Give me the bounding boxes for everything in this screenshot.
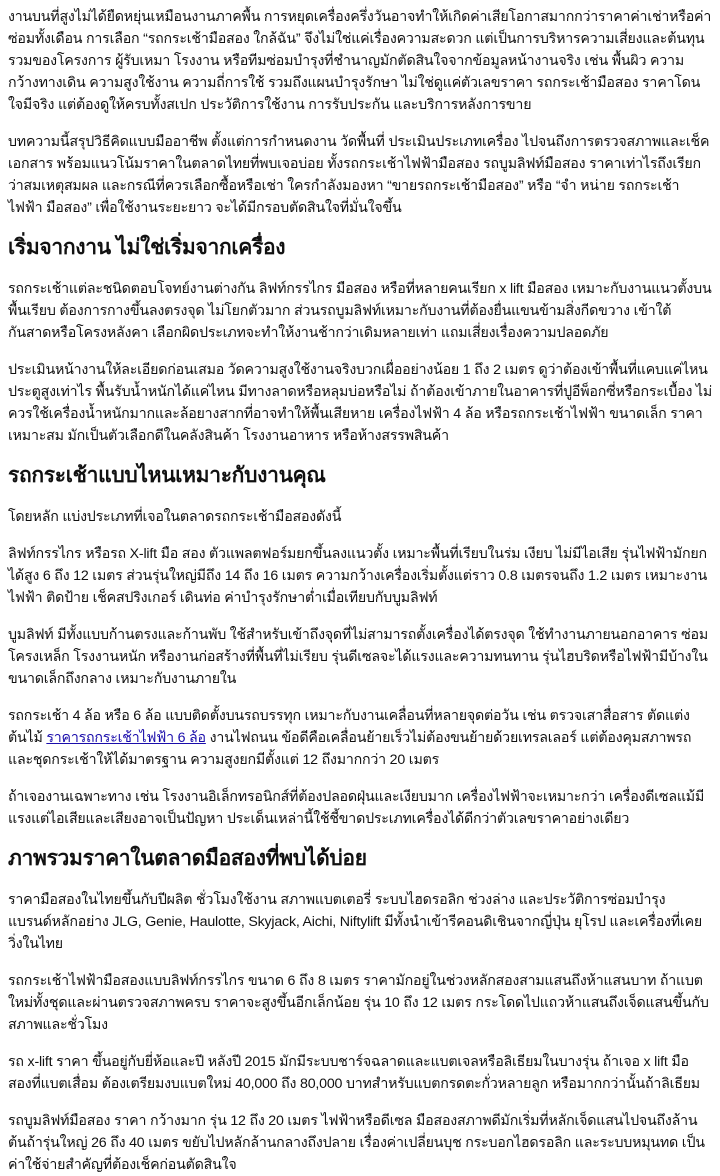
section1-paragraph-2: ประเมินหน้างานให้ละเอียดก่อนเสมอ วัดความสูงใช้งานจริงบวกเผื่ออย่างน้อย 1 ถึง 2 เมตร ดูว่าต้องเข้าพื้นที่แคบแค่ไหน ประตูสูงเท่าไร พื้นรับน้ำหนักได้แค่ไหน มีทางลาดหรือหลุมบ่อหรือไม่ ถ้าต้องเข้าภายในอาคารที่ปูอีพ็อกซี่หรือกระเบื้อง ไม่ควรใช้เครื่องน้ำหนักมากและล้อยางสากที่อาจทำให้พื้นเสียหาย เครื่องไฟฟ้า 4 ล้อ หรือรถกระเช้าไฟฟ้า ขนาดเล็ก ราคาเหมาะสม มักเป็นตัวเลือกดีในคลังสินค้า โรงงานอาหาร หรือห้างสรรพสินค้า xyxy=(8,362,713,444)
section1-paragraph-1: รถกระเช้าแต่ละชนิดตอบโจทย์งานต่างกัน ลิฟท์กรรไกร มือสอง หรือที่หลายคนเรียก x lift มือสอง เหมาะกับงานแนวตั้งบนพื้นเรียบ ต้องการกางขึ้นลงตรงจุด ไม่โยกตัวมาก ส่วนรถบูมลิฟท์เหมาะกับงานที่ต้องยื่นแขนข้ามสิ่งกีดขวาง เข้าใต้กันสาดหรือโครงหลังคา เลือกผิดประเภทจะทำให้งานช้ากว่าเดิมหลายเท่า แถมเสี่ยงเรื่องความปลอดภัย xyxy=(8,281,712,341)
section2-paragraph-5: ถ้าเจองานเฉพาะทาง เช่น โรงงานอิเล็กทรอนิกส์ที่ต้องปลอดฝุ่นและเงียบมาก เครื่องไฟฟ้าจะเหมาะกว่า เครื่องดีเซลแม้มีแรงแต่ไอเสียและเสียงอาจเป็นปัญหา ประเด็นเหล่านี้ใช้ชี้ขาดประเภทเครื่องได้ดีกว่าตัวเลขราคาอย่างเดียว xyxy=(8,789,705,827)
section2-paragraph-2: ลิฟท์กรรไกร หรือรถ X-lift มือ สอง ตัวแพลตฟอร์มยกขึ้นลงแนวตั้ง เหมาะพื้นที่เรียบในร่ม เงียบ ไม่มีไอเสีย รุ่นไฟฟ้ามักยกได้สูง 6 ถึง 12 เมตร ส่วนรุ่นใหญ่มีถึง 14 ถึง 16 เมตร ความกว้างเครื่องเริ่มตั้งแต่ราว 0.8 เมตรจนถึง 1.2 เมตร เหมาะงานไฟฟ้า ติดป้าย เช็คสปริงเกอร์ เดินท่อ ค่าบำรุงรักษาต่ำเมื่อเทียบกับบูมลิฟท์ xyxy=(8,546,707,606)
section-heading-start-from-job: เริ่มจากงาน ไม่ใช่เริ่มจากเครื่อง xyxy=(8,236,286,259)
section-heading-lift-types: รถกระเช้าแบบไหนเหมาะกับงานคุณ xyxy=(8,464,326,487)
price-6-wheel-link[interactable]: ราคารถกระเช้าไฟฟ้า 6 ล้อ xyxy=(46,730,206,746)
intro-paragraph-2: บทความนี้สรุปวิธีคิดแบบมืออาชีพ ตั้งแต่การกำหนดงาน วัดพื้นที่ ประเมินประเภทเครื่อง ไปจนถึงการตรวจสภาพและเช็คเอกสาร พร้อมแนวโน้มราคาในตลาดไทยที่พบเจอบ่อย ทั้งรถกระเช้าไฟฟ้ามือสอง รถบูมลิฟท์มือสอง ราคาเท่าไรถึงเรียกว่าสมเหตุสมผล และกรณีที่ควรเลือกซื้อหรือเช่า ใครกำลังมองหา “ขายรถกระเช้ามือสอง” หรือ “จำ หน่าย รถกระเช้าไฟฟ้า มือสอง” เพื่อใช้งานระยะยาว จะได้มีกรอบตัดสินใจที่มั่นใจขึ้น xyxy=(8,134,710,216)
section3-paragraph-2: รถกระเช้าไฟฟ้ามือสองแบบลิฟท์กรรไกร ขนาด 6 ถึง 8 เมตร ราคามักอยู่ในช่วงหลักสองสามแสนถึงห้าแสนบาท ถ้าแบตใหม่ทั้งชุดและผ่านตรวจสภาพครบ ราคาจะสูงขึ้นอีกเล็กน้อย รุ่น 10 ถึง 12 เมตร กระโดดไปแถวห้าแสนถึงเจ็ดแสนขึ้นกับสภาพและชั่วโมง xyxy=(8,973,709,1033)
intro-paragraph-1: งานบนที่สูงไม่ได้ยืดหยุ่นเหมือนงานภาคพื้น การหยุดเครื่องครึ่งวันอาจทำให้เกิดค่าเสียโอกาสมากกว่าราคาค่าเช่าหรือค่าซ่อมทั้งเดือน การเลือก “รถกระเช้ามือสอง ใกล้ฉัน” จึงไม่ใช่แค่เรื่องความสะดวก แต่เป็นการบริหารความเสี่ยงและต้นทุนรวมของโครงการ ผู้รับเหมา โรงงาน หรือทีมซ่อมบำรุงที่ชำนาญมักตัดสินใจจากข้อมูลหน้างานจริง เช่น พื้นผิว ความกว้างทางเดิน ความสูงใช้งาน ความถี่การใช้ รวมถึงแผนบำรุงรักษา ไม่ใช่ดูแค่ตัวเลขราคา รถกระเช้ามือสอง ราคาโดนใจมีจริง แต่ต้องดูให้ครบทั้งสเปก ประวัติการใช้งาน การรับประกัน และบริการหลังการขาย xyxy=(8,9,712,113)
section2-paragraph-4 xyxy=(8,705,712,771)
section3-paragraph-4: รถบูมลิฟท์มือสอง ราคา กว้างมาก รุ่น 12 ถึง 20 เมตร ไฟฟ้าหรือดีเซล มือสองสภาพดีมักเริ่มที่หลักเจ็ดแสนไปจนถึงล้านต้นถ้ารุ่นใหญ่ 26 ถึง 40 เมตร ขยับไปหลักล้านกลางถึงปลาย เรื่องค่าเปลี่ยนบุช กระบอกไฮดรอลิก และระบบหมุนทด เป็นค่าใช้จ่ายสำคัญที่ต้องเช็คก่อนตัดสินใจ xyxy=(8,1113,705,1173)
section2-paragraph-1: โดยหลัก แบ่งประเภทที่เจอในตลาดรถกระเช้ามือสองดังนี้ xyxy=(8,509,342,525)
section3-paragraph-3: รถ x-lift ราคา ขึ้นอยู่กับยี่ห้อและปี หลังปี 2015 มักมีระบบชาร์จฉลาดและแบตเจลหรือลิเธียมในบางรุ่น ถ้าเจอ x lift มือสองที่แบตเสื่อม ต้องเตรียมงบแบตใหม่ 40,000 ถึง 80,000 บาทสำหรับแบตกรดตะกั่วหลายลูก หรือมากกว่านั้นถ้าลิเธียม xyxy=(8,1054,700,1092)
section-heading-price-overview: ภาพรวมราคาในตลาดมือสองที่พบได้บ่อย xyxy=(8,847,367,870)
section2-paragraph-3: บูมลิฟท์ มีทั้งแบบก้านตรงและก้านพับ ใช้สำหรับเข้าถึงจุดที่ไม่สามารถตั้งเครื่องได้ตรงจุด ใช้ทำงานภายนอกอาคาร ซ่อมโครงเหล็ก โรงงานหนัก หรืองานก่อสร้างที่พื้นที่ไม่เรียบ รุ่นดีเซลจะได้แรงและความทนทาน รุ่นไฮบริดหรือไฟฟ้ามีบ้างในขนาดเล็กถึงกลาง เหมาะกับงานภายใน xyxy=(8,627,708,687)
section3-paragraph-1: ราคามือสองในไทยขึ้นกับปีผลิต ชั่วโมงใช้งาน สภาพแบตเตอรี่ ระบบไฮดรอลิก ช่วงล่าง และประวัติการซ่อมบำรุง แบรนด์หลักอย่าง JLG, Genie, Haulotte, Skyjack, Aichi, Niftylift มีทั้งนำเข้ารีคอนดิเชินจากญี่ปุ่น ยุโรป และเครื่องที่เคยวิ่งในไทย xyxy=(8,892,702,952)
paragraph-text: รถกระเช้า 4 ล้อ หรือ 6 ล้อ แบบติดตั้งบนรถบรรทุก เหมาะกับงานเคลื่อนที่หลายจุดต่อวัน เช่น ตรวจเสาสื่อสาร ตัดแต่งต้นไม้ xyxy=(8,708,690,746)
paragraph-text: งานไฟถนน ข้อดีคือเคลื่อนย้ายเร็วไม่ต้องขนย้ายด้วยเทรลเลอร์ แต่ต้องคุมสภาพรถและชุดกระเช้าให้ได้มาตรฐาน ความสูงยกมีตั้งแต่ 12 ถึงมากกว่า 20 เมตร xyxy=(8,730,692,768)
